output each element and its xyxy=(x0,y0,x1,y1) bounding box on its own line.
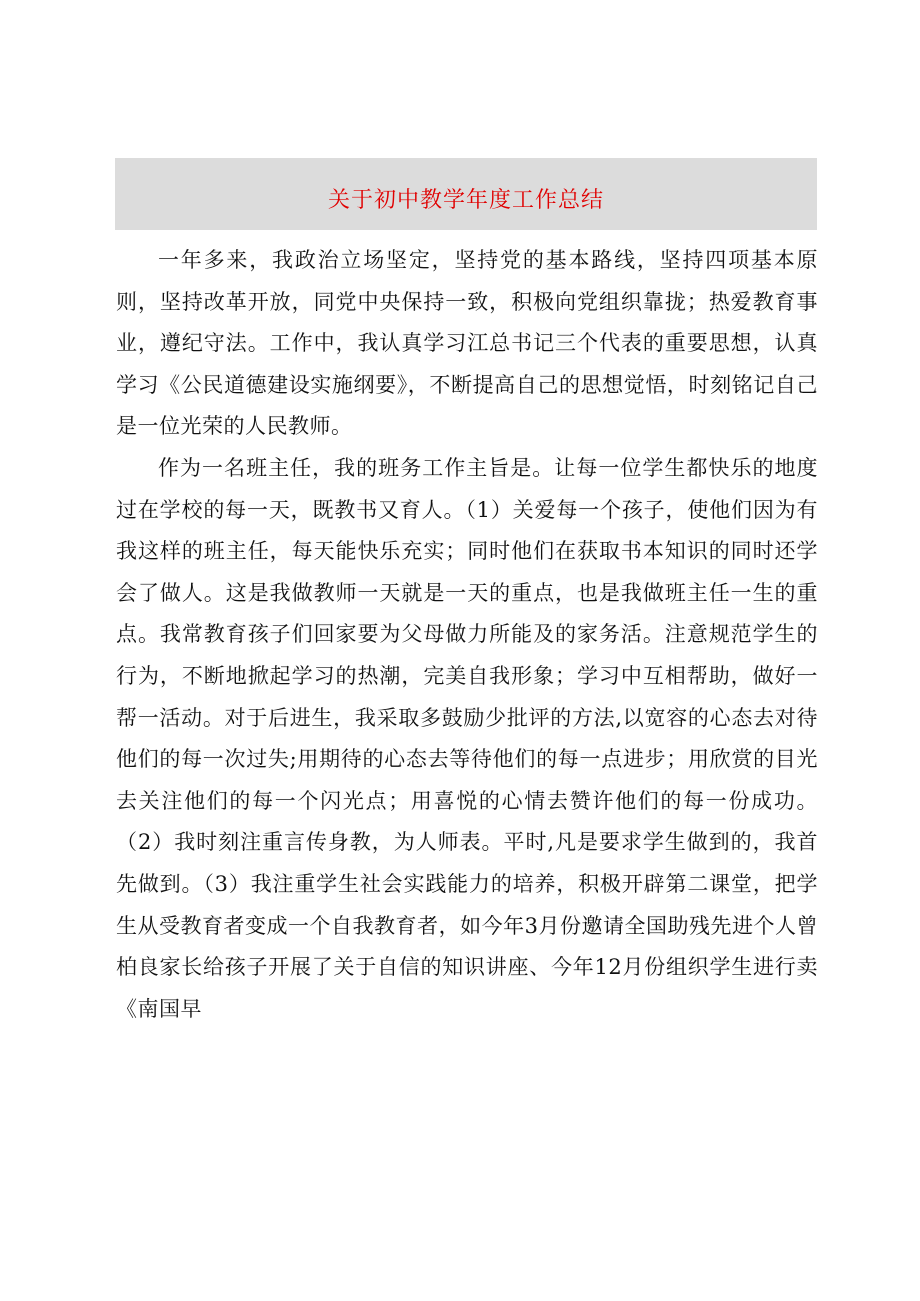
document-title: 关于初中教学年度工作总结 xyxy=(327,187,604,213)
document-body xyxy=(116,240,818,1030)
title-banner xyxy=(115,158,817,230)
paragraph-1: 一年多来，我政治立场坚定，坚持党的基本路线，坚持四项基本原则，坚持改革开放，同党中央保持一致，积极向党组织靠拢；热爱教育事业，遵纪守法。工作中，我认真学习江总书记三个代表的重要思想，认真学习《公民道德建设实施纲要》，不断提高自己的思想觉悟，时刻铭记自己是一位光荣的人民教师。 xyxy=(116,248,818,439)
paragraph-2: 作为一名班主任，我的班务工作主旨是。让每一位学生都快乐的地度过在学校的每一天，既教书又育人。（1）关爱每一个孩子，使他们因为有我这样的班主任，每天能快乐充实；同时他们在获取书本知识的同时还学会了做人。这是我做教师一天就是一天的重点，也是我做班主任一生的重点。我常教育孩子们回家要为父母做力所能及的家务活。注意规范学生的行为，不断地掀起学习的热潮，完美自我形象；学习中互相帮助，做好一帮一活动。对于后进生，我采取多鼓励少批评的方法,以宽容的心态去对待他们的每一次过失;用期待的心态去等待他们的每一点进步；用欣赏的目光去关注他们的每一个闪光点；用喜悦的心情去赞许他们的每一份成功。（2）我时刻注重言传身教，为人师表。平时,凡是要求学生做到的，我首先做到。（3）我注重学生社会实践能力的培养，积极开辟第二课堂，把学生从受教育者变成一个自我教育者，如今年3月份邀请全国助残先进个人曾柏良家长给孩子开展了关于自信的知识讲座、今年12月份组织学生进行卖《南国早 xyxy=(116,455,818,1021)
